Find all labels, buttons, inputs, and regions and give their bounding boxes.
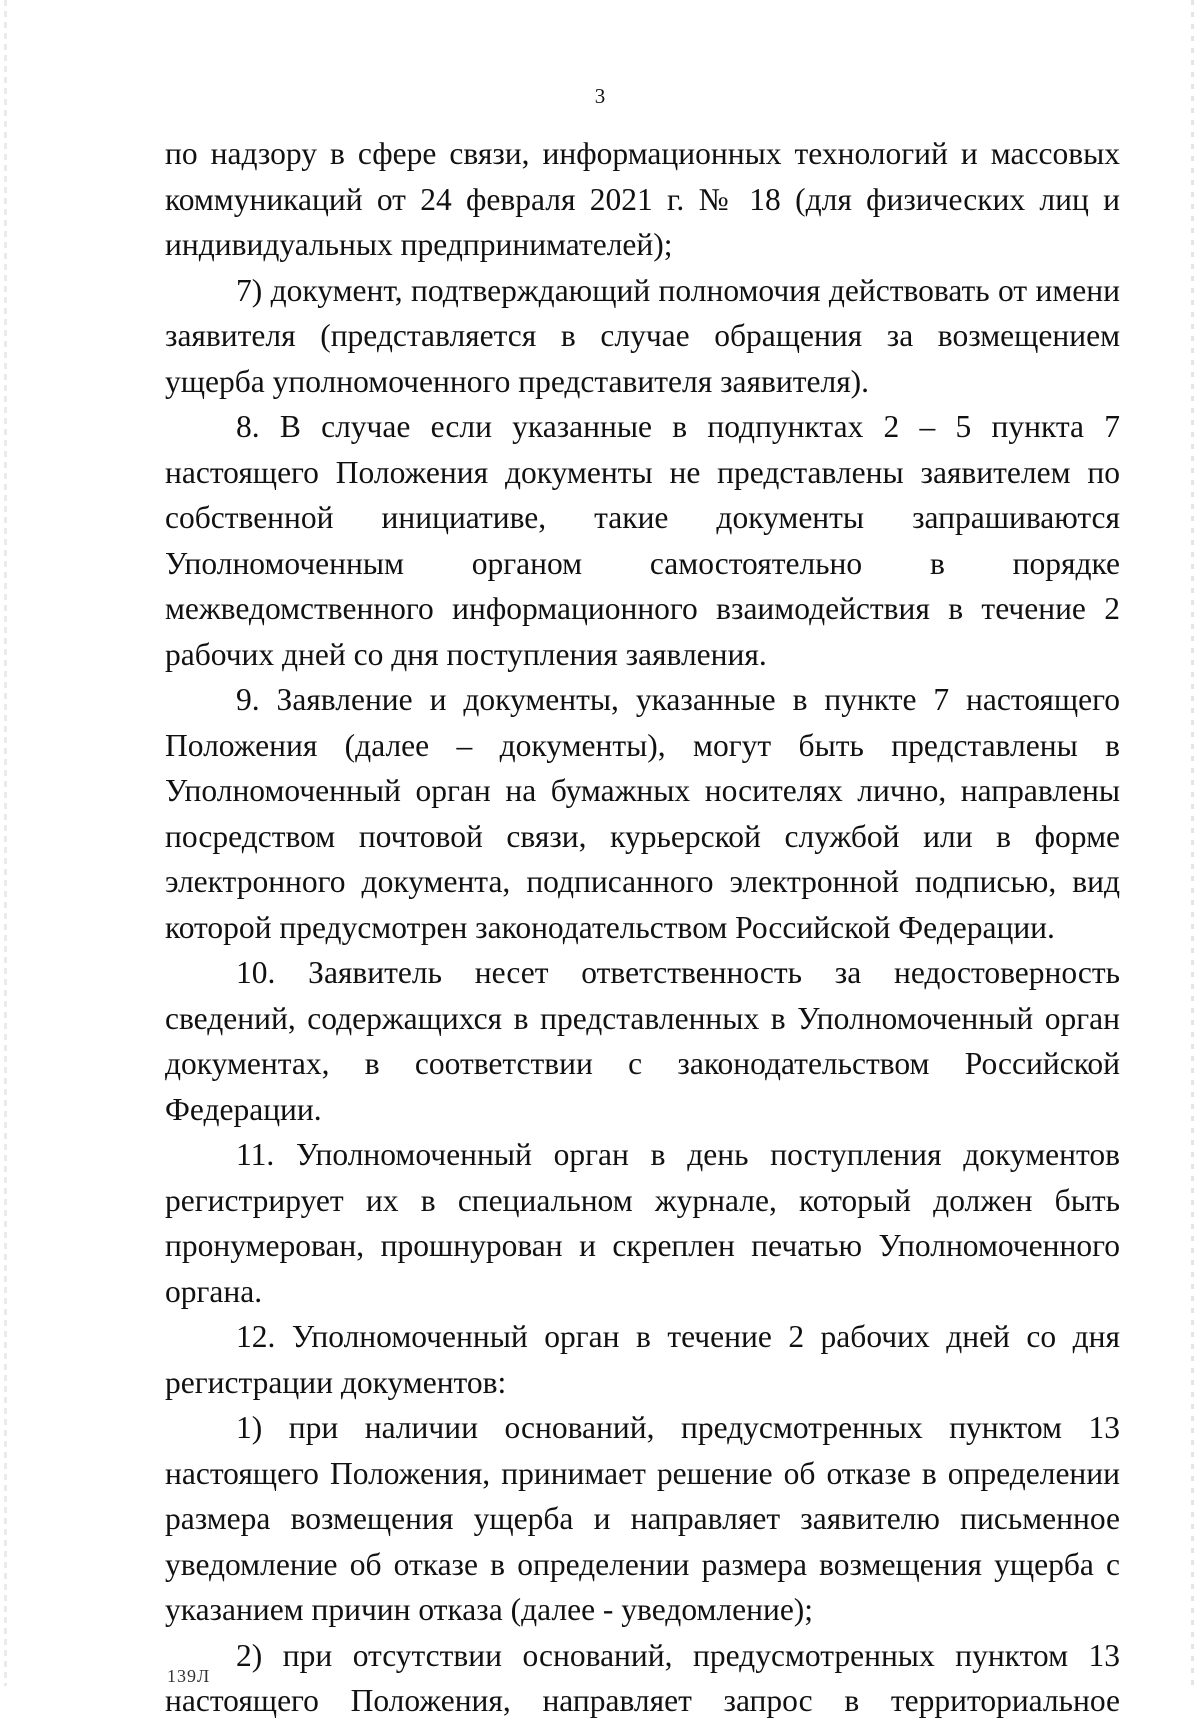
paragraph-subitem-2: 2) при отсутствии оснований, предусмотренных пунктом 13 настоящего Положения, направляет запрос в территориальное xyxy=(165,1637,1120,1718)
paragraph-clause-9: 9. Заявление и документы, указанные в пункте 7 настоящего Положения (далее – документы), могут быть представлены в Уполномоченный орган на бумажных носителях лично, направлены посредством почтовой связи, курьерской службой или в форме электронного документа, подписанного электронной подписью, вид которой предусмотрен законодательством Российской Федерации. xyxy=(165,682,1120,945)
paragraph-clause-11: 11. Уполномоченный орган в день поступления документов регистрирует их в специальном журнале, который должен быть пронумерован, прошнурован и скреплен печатью Уполномоченного органа. xyxy=(165,1137,1120,1309)
footer-code: 139Л xyxy=(167,1666,211,1686)
page-number: 3 xyxy=(594,84,606,108)
paragraph-item-7: 7) документ, подтверждающий полномочия действовать от имени заявителя (представляется в случае обращения за возмещением ущерба уполномоченного представителя заявителя). xyxy=(165,272,1120,399)
scan-edge-left xyxy=(4,0,7,1686)
scan-edge-right xyxy=(1191,0,1194,1686)
paragraph-clause-12: 12. Уполномоченный орган в течение 2 рабочих дней со дня регистрации документов: xyxy=(165,1319,1120,1400)
paragraph-clause-10: 10. Заявитель несет ответственность за недостоверность сведений, содержащихся в представленных в Уполномоченный орган документах, в соответствии с законодательством Российской Федерации. xyxy=(165,955,1120,1127)
paragraph-subitem-1: 1) при наличии оснований, предусмотренных пунктом 13 настоящего Положения, принимает решение об отказе в определении размера возмещения ущерба и направляет заявителю письменное уведомление об отказе в определении размера возмещения ущерба с указанием причин отказа (далее - уведомление); xyxy=(165,1410,1120,1627)
paragraph-clause-8: 8. В случае если указанные в подпунктах 2 – 5 пункта 7 настоящего Положения документы не представлены заявителем по собственной инициативе, такие документы запрашиваются Уполномоченным органом самостоятельно в порядке межведомственного информационного взаимодействия в течение 2 рабочих дней со дня поступления заявления. xyxy=(165,409,1120,672)
document-body xyxy=(165,131,1120,1724)
paragraph-continuation: по надзору в сфере связи, информационных технологий и массовых коммуникаций от 24 февраля 2021 г. № 18 (для физических лиц и индивидуальных предпринимателей); xyxy=(165,136,1120,262)
